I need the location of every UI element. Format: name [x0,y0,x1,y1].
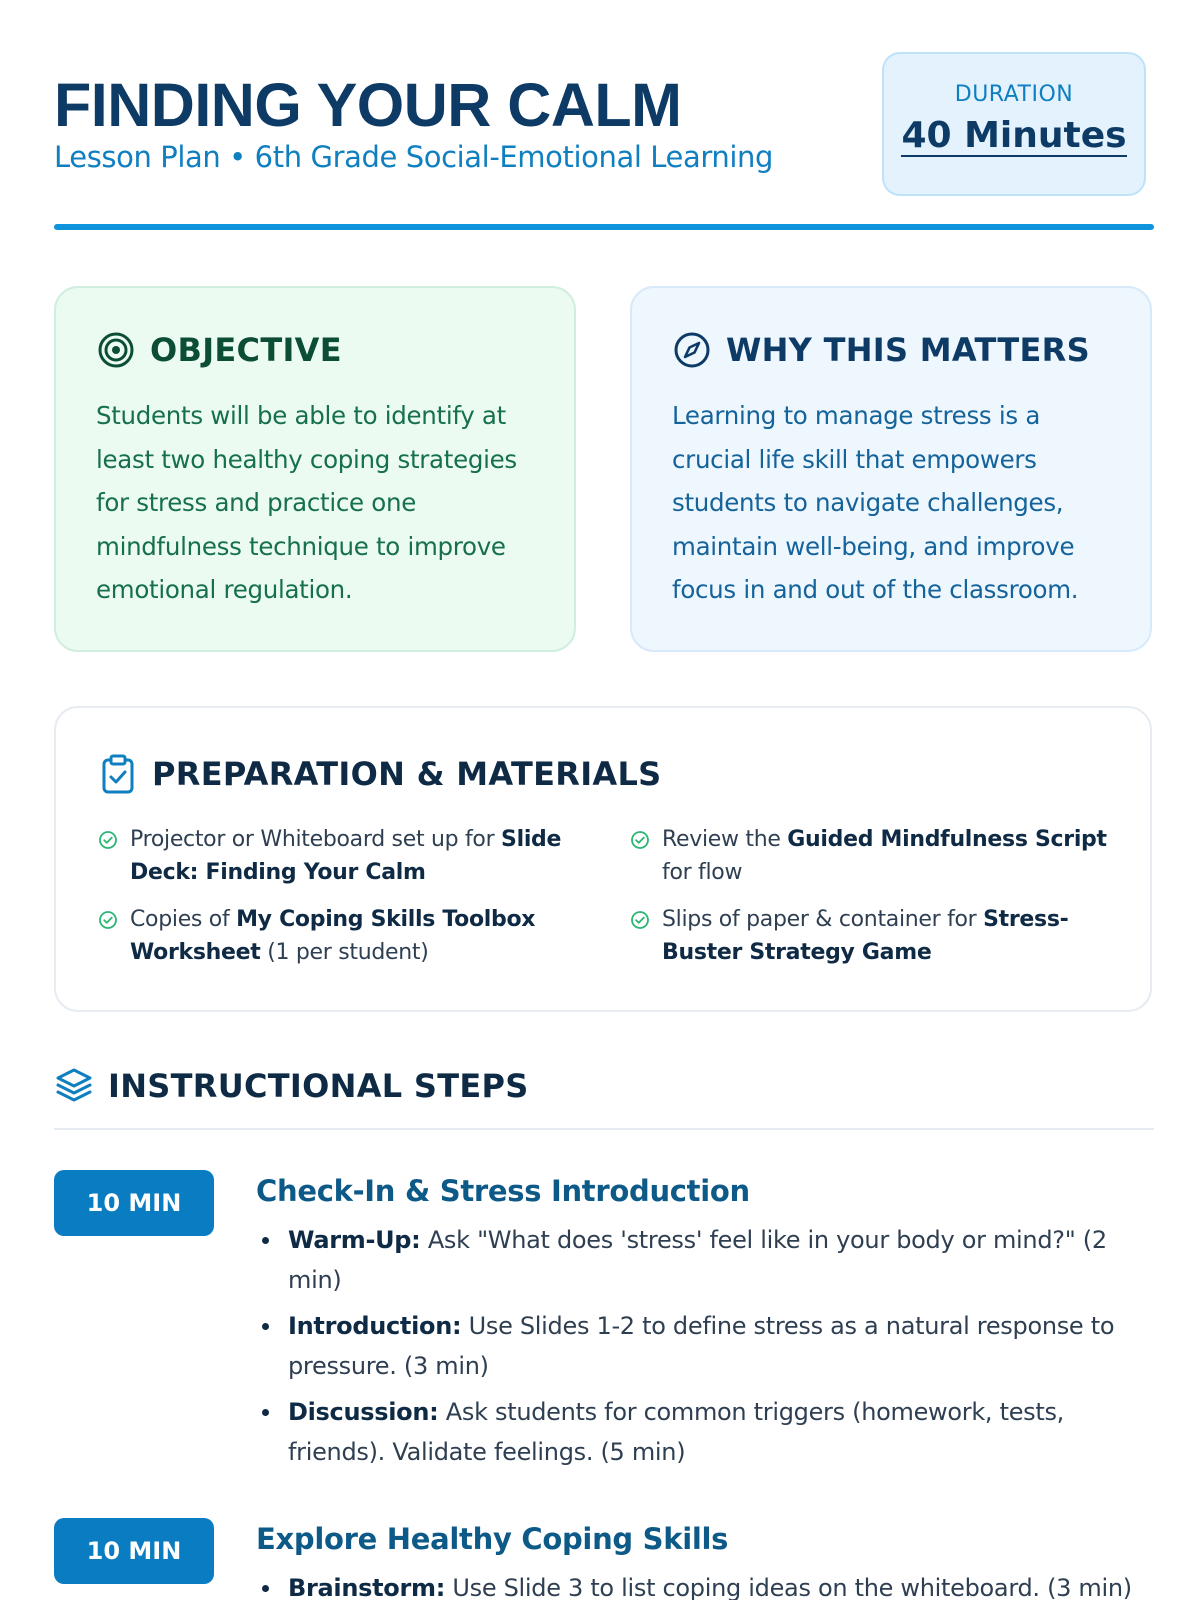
duration-box [882,52,1146,196]
duration-value: 40 Minutes [901,115,1127,156]
material-item [98,903,568,969]
clipboard-check-icon [100,754,136,794]
step-bullet: Warm-Up: Ask "What does 'stress' feel like in your body or mind?" (2 min) [256,1220,1156,1300]
page-subtitle: Lesson Plan • 6th Grade Social-Emotional Learning [54,140,773,174]
objective-title: OBJECTIVE [150,331,342,369]
layers-icon [54,1066,94,1106]
duration-label: DURATION [954,82,1074,107]
target-icon [96,330,136,370]
preparation-card [54,706,1152,1012]
why-title: WHY THIS MATTERS [726,331,1090,369]
steps-title: INSTRUCTIONAL STEPS [108,1067,529,1105]
why-card [630,286,1152,652]
step-title: Check-In & Stress Introduction [256,1174,750,1208]
duration-badge: 10 MIN [54,1518,214,1584]
steps-divider [54,1128,1154,1130]
step-bullet: Discussion: Ask students for common triggers (homework, tests, friends). Validate feelings. (5 min) [256,1392,1156,1472]
duration-badge: 10 MIN [54,1170,214,1236]
lesson-header [54,52,1146,230]
step-bullets [256,1568,1156,1600]
why-header [672,330,1090,370]
preparation-title: PREPARATION & MATERIALS [152,755,662,793]
step-bullet: Introduction: Use Slides 1-2 to define stress as a natural response to pressure. (3 min) [256,1306,1156,1386]
material-item [98,823,568,889]
check-circle-icon [630,830,650,850]
step-bullet: Brainstorm: Use Slide 3 to list coping ideas on the whiteboard. (3 min) [256,1568,1156,1600]
objective-header [96,330,342,370]
step-bullets [256,1220,1156,1478]
step-title: Explore Healthy Coping Skills [256,1522,729,1556]
material-text: Projector or Whiteboard set up for Slide Deck: Finding Your Calm [130,827,562,885]
material-text: Slips of paper & container for Stress-Buster Strategy Game [662,907,1069,965]
material-text: Copies of My Coping Skills Toolbox Worksheet (1 per student) [130,907,536,965]
header-divider [54,224,1154,230]
page-title: FINDING YOUR CALM [54,71,682,139]
check-circle-icon [98,830,118,850]
material-item [630,903,1110,969]
steps-header [54,1066,529,1106]
why-text: Learning to manage stress is a crucial life skill that empowers students to navigate challenges, maintain well-being, and improve focus in and out of the classroom. [672,401,1079,604]
check-circle-icon [630,910,650,930]
material-text: Review the Guided Mindfulness Script for flow [662,827,1107,885]
objective-card [54,286,576,652]
check-circle-icon [98,910,118,930]
material-item [630,823,1110,889]
preparation-header [100,754,662,794]
compass-icon [672,330,712,370]
objective-text: Students will be able to identify at least two healthy coping strategies for stress and practice one mindfulness technique to improve emotional regulation. [96,401,517,604]
